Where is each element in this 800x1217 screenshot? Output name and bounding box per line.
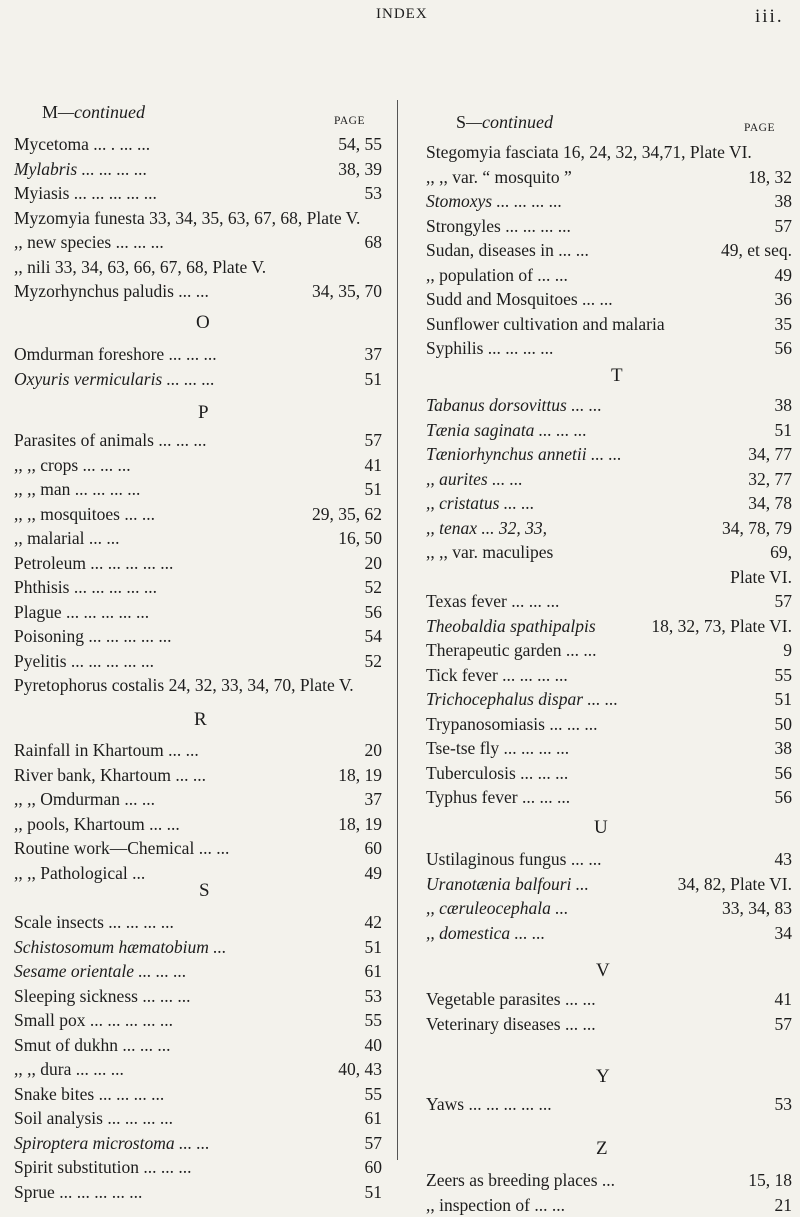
index-entry (14, 1106, 382, 1130)
entry-term: Small pox ... ... ... ... ... (14, 1010, 173, 1030)
entry-term: Strongyles ... ... ... ... (426, 215, 571, 236)
index-entry (426, 418, 792, 442)
entry-pages: 40, 43 (338, 1059, 382, 1079)
entry-pages: 34, 78 (748, 493, 792, 513)
entry-pages: 37 (364, 789, 382, 809)
index-entry (426, 165, 792, 189)
index-entry (14, 551, 382, 575)
index-entry (14, 836, 382, 860)
index-entry (426, 189, 792, 213)
entry-pages: 56 (364, 601, 382, 622)
entry-term: Sunflower cultivation and malaria (426, 313, 665, 334)
entry-pages: 51 (364, 479, 382, 499)
entry-term: Typhus fever ... ... ... (426, 787, 571, 807)
entry-pages: 60 (364, 838, 382, 858)
entry-pages: 54 (364, 626, 382, 646)
entry-term: Sesame orientale ... ... ... (14, 961, 187, 981)
entry-pages: 55 (774, 664, 792, 685)
page-column-label: PAGE (744, 122, 775, 134)
entry-pages: 29, 35, 62 (312, 503, 382, 524)
index-entry (14, 959, 382, 983)
entry-term: Sleeping sickness ... ... ... (14, 985, 191, 1006)
entry-term: Scale insects ... ... ... ... (14, 912, 174, 932)
entry-pages: 18, 19 (338, 764, 382, 785)
entry-term: Schistosomum hæmatobium ... (14, 936, 227, 957)
index-entry (426, 761, 792, 785)
entry-term: Routine work—Chemical ... ... (14, 838, 230, 858)
entry-pages: 60 (364, 1157, 382, 1177)
index-entry (14, 1033, 382, 1057)
entry-pages: 36 (774, 289, 792, 309)
entry-pages: 18, 32 (748, 166, 792, 187)
continued-label: —continued (58, 102, 146, 122)
index-entry (14, 367, 382, 391)
entry-term: ,, domestica ... ... (426, 922, 546, 943)
entry-term: Pyelitis ... ... ... ... ... (14, 650, 155, 671)
index-entry (426, 687, 792, 711)
index-entry (14, 255, 382, 279)
entry-term: Tæniorhynchus annetii ... ... (426, 444, 622, 464)
index-entry (14, 763, 382, 787)
entry-pages: 52 (364, 577, 382, 597)
section-heading-m-continued (42, 102, 145, 123)
index-entry (14, 428, 382, 452)
section-heading-u: U (594, 817, 608, 838)
entry-pages: 56 (774, 762, 792, 783)
entry-term: ,, ,, var. “ mosquito ” (426, 166, 572, 187)
entry-pages: 38, 39 (338, 158, 382, 179)
entry-pages: 34, 78, 79 (722, 517, 792, 538)
entry-term: Snake bites ... ... ... ... (14, 1083, 165, 1104)
entry-pages: 38 (774, 191, 792, 211)
entry-pages: 61 (364, 961, 382, 981)
index-entry (14, 206, 382, 230)
index-entry (426, 1168, 792, 1192)
entry-term: ,, nili 33, 34, 63, 66, 67, 68, Plate V. (14, 256, 267, 277)
entry-pages: 57 (364, 430, 382, 450)
entry-term: Spirit substitution ... ... ... (14, 1157, 192, 1177)
entry-pages: 20 (364, 740, 382, 760)
index-entry (426, 663, 792, 687)
entry-term: ,, new species ... ... ... (14, 232, 164, 252)
entry-term: ,, inspection of ... ... (426, 1194, 566, 1215)
entry-pages: 54, 55 (338, 134, 382, 154)
index-entry (426, 565, 792, 589)
entry-term: ,, ,, mosquitoes ... ... (14, 503, 155, 524)
entry-pages: 34, 77 (748, 444, 792, 464)
index-entry (426, 1193, 792, 1217)
entry-pages: 42 (364, 912, 382, 932)
index-entry (14, 526, 382, 550)
entry-term: Spiroptera microstoma ... ... (14, 1132, 210, 1153)
section-heading-o: O (196, 312, 210, 333)
index-entry (14, 1131, 382, 1155)
entry-pages: 35 (774, 313, 792, 334)
entry-term: ,, population of ... ... (426, 264, 568, 285)
index-entry (14, 649, 382, 673)
entry-term: Texas fever ... ... ... (426, 591, 560, 611)
index-entry (14, 1057, 382, 1081)
index-entry (14, 477, 382, 501)
section-heading-p: P (198, 402, 209, 423)
index-entry (426, 516, 792, 540)
continued-label: —continued (466, 112, 554, 132)
entry-pages: 51 (364, 1181, 382, 1202)
entry-term: ,, malarial ... ... (14, 528, 120, 548)
index-entry (14, 673, 382, 697)
section-heading-z: Z (596, 1138, 608, 1159)
column-divider (397, 100, 398, 1160)
section-heading-v: V (596, 960, 610, 981)
index-entry (426, 614, 792, 638)
index-entry (14, 984, 382, 1008)
index-entry (14, 342, 382, 366)
index-entry (14, 279, 382, 303)
entry-pages: 56 (774, 338, 792, 358)
section-heading-y: Y (596, 1066, 610, 1087)
index-entry (426, 847, 792, 871)
entry-term: Myzorhynchus paludis ... ... (14, 281, 209, 301)
entry-pages: 9 (783, 640, 792, 660)
entry-term: ,, cristatus ... ... (426, 493, 535, 513)
entry-term: ,, tenax ... 32, 33, (426, 517, 548, 538)
index-entry (426, 987, 792, 1011)
entry-pages: 18, 32, 73, Plate VI. (651, 615, 792, 636)
entry-pages: 51 (364, 368, 382, 389)
index-entry (426, 785, 792, 809)
index-entry (426, 287, 792, 311)
entry-term: Tabanus dorsovittus ... ... (426, 395, 602, 415)
entry-term: Oxyuris vermicularis ... ... ... (14, 368, 215, 389)
index-entry (14, 1008, 382, 1032)
section-heading-t: T (611, 365, 623, 386)
index-entry (14, 1082, 382, 1106)
entry-pages: 38 (774, 738, 792, 758)
index-entry (426, 214, 792, 238)
entry-pages: 49, et seq. (721, 240, 792, 260)
index-entry (14, 230, 382, 254)
index-entry (14, 935, 382, 959)
entry-pages: 51 (774, 419, 792, 440)
entry-term: ,, aurites ... ... (426, 468, 523, 489)
index-entry (14, 575, 382, 599)
index-entry (14, 624, 382, 648)
index-entry (14, 812, 382, 836)
index-entry (14, 502, 382, 526)
entry-pages: Plate VI. (730, 566, 792, 587)
entry-term: Petroleum ... ... ... ... ... (14, 552, 174, 573)
entry-term: ,, ,, Pathological ... (14, 862, 146, 883)
entry-pages: 51 (774, 689, 792, 709)
entry-term: Myzomyia funesta 33, 34, 35, 63, 67, 68, Plate V. (14, 207, 361, 228)
entry-pages: 43 (774, 849, 792, 869)
entry-term: ,, pools, Khartoum ... ... (14, 813, 180, 834)
entry-term: ,, ,, man ... ... ... ... (14, 479, 141, 499)
index-entry (14, 1155, 382, 1179)
index-entry (426, 638, 792, 662)
index-entry (426, 921, 792, 945)
entry-pages: 57 (774, 591, 792, 611)
section-heading-r: R (194, 709, 207, 730)
index-entry (14, 132, 382, 156)
entry-term: Mycetoma ... . ... ... (14, 134, 151, 154)
entry-pages: 49 (364, 862, 382, 883)
entry-term: Syphilis ... ... ... ... (426, 338, 554, 358)
entry-pages: 55 (364, 1010, 382, 1030)
entry-pages: 15, 18 (748, 1170, 792, 1190)
entry-pages: 41 (364, 454, 382, 475)
entry-term: ,, ,, var. maculipes (426, 542, 554, 562)
entry-term: Sprue ... ... ... ... ... (14, 1181, 143, 1202)
entry-pages: 33, 34, 83 (722, 898, 792, 918)
index-entry (426, 140, 792, 164)
index-entry (14, 910, 382, 934)
entry-pages: 34 (774, 922, 792, 943)
entry-pages: 37 (364, 344, 382, 364)
section-heading-s: S (199, 880, 210, 901)
entry-term: ,, ,, dura ... ... ... (14, 1059, 124, 1079)
entry-pages: 34, 82, Plate VI. (677, 873, 792, 894)
index-entry (426, 540, 792, 564)
entry-term: Mylabris ... ... ... ... (14, 158, 148, 179)
entry-pages: 41 (774, 989, 792, 1009)
entry-pages: 56 (774, 787, 792, 807)
index-entry (426, 312, 792, 336)
entry-term: Soil analysis ... ... ... ... (14, 1108, 173, 1128)
entry-term: Therapeutic garden ... ... (426, 640, 597, 660)
entry-term: Veterinary diseases ... ... (426, 1013, 596, 1034)
index-entry (426, 736, 792, 760)
entry-term: ,, ,, Omdurman ... ... (14, 789, 155, 809)
entry-pages: 49 (774, 264, 792, 285)
entry-term: Tse-tse fly ... ... ... ... (426, 738, 570, 758)
index-entry (426, 263, 792, 287)
entry-pages: 69, (770, 542, 792, 562)
entry-pages: 34, 35, 70 (312, 281, 382, 301)
entry-pages: 52 (364, 650, 382, 671)
entry-term: Theobaldia spathipalpis (426, 615, 596, 636)
index-entry (426, 712, 792, 736)
index-entry (426, 1092, 792, 1116)
section-letter: M (42, 102, 59, 122)
entry-term: Stegomyia fasciata 16, 24, 32, 34,71, Plate VI. (426, 142, 752, 162)
entry-pages: 61 (364, 1108, 382, 1128)
index-entry (14, 453, 382, 477)
page-column-label: PAGE (334, 115, 365, 127)
index-entry (426, 336, 792, 360)
entry-pages: 53 (774, 1094, 792, 1114)
entry-term: Ustilaginous fungus ... ... (426, 849, 602, 869)
entry-pages: 53 (364, 985, 382, 1006)
entry-term: Phthisis ... ... ... ... ... (14, 577, 157, 597)
entry-pages: 16, 50 (338, 528, 382, 548)
index-entry (14, 861, 382, 885)
entry-term: Poisoning ... ... ... ... ... (14, 626, 172, 646)
entry-term: ,, ,, crops ... ... ... (14, 454, 131, 475)
entry-pages: 38 (774, 395, 792, 415)
index-entry (426, 1012, 792, 1036)
index-entry (426, 491, 792, 515)
entry-pages: 57 (364, 1132, 382, 1153)
entry-term: Sudd and Mosquitoes ... ... (426, 289, 613, 309)
entry-term: Tick fever ... ... ... ... (426, 664, 568, 685)
index-entry (14, 181, 382, 205)
entry-term: Stomoxys ... ... ... ... (426, 191, 563, 211)
entry-term: Zeers as breeding places ... (426, 1170, 616, 1190)
entry-term: Trichocephalus dispar ... ... (426, 689, 619, 709)
entry-term: Omdurman foreshore ... ... ... (14, 344, 217, 364)
entry-term: Tænia saginata ... ... ... (426, 419, 587, 440)
section-letter: S (456, 112, 467, 132)
index-entry (426, 393, 792, 417)
entry-term: Tuberculosis ... ... ... (426, 762, 569, 783)
entry-pages: 40 (364, 1034, 382, 1055)
index-entry (14, 738, 382, 762)
entry-pages: 20 (364, 552, 382, 573)
index-entry (14, 600, 382, 624)
index-entry (426, 467, 792, 491)
entry-term: Yaws ... ... ... ... ... (426, 1094, 552, 1114)
entry-pages: 50 (774, 713, 792, 734)
entry-term: Rainfall in Khartoum ... ... (14, 740, 199, 760)
entry-term: Sudan, diseases in ... ... (426, 240, 589, 260)
entry-term: Trypanosomiasis ... ... ... (426, 713, 598, 734)
entry-pages: 18, 19 (338, 813, 382, 834)
entry-pages: 68 (364, 232, 382, 252)
entry-term: Smut of dukhn ... ... ... (14, 1034, 171, 1055)
index-entry (426, 872, 792, 896)
entry-term: ,, cæruleocephala ... (426, 898, 569, 918)
entry-term: Plague ... ... ... ... ... (14, 601, 150, 622)
page-number: iii. (755, 6, 784, 27)
entry-pages: 57 (774, 1013, 792, 1034)
entry-term: Pyretophorus costalis 24, 32, 33, 34, 70, Plate V. (14, 675, 354, 695)
index-entry (426, 589, 792, 613)
entry-pages: 32, 77 (748, 468, 792, 489)
entry-term: Myiasis ... ... ... ... ... (14, 183, 157, 203)
index-entry (14, 787, 382, 811)
index-entry (426, 238, 792, 262)
index-entry (14, 1180, 382, 1204)
running-head (0, 4, 800, 26)
entry-term: River bank, Khartoum ... ... (14, 764, 206, 785)
running-head-title: INDEX (376, 6, 428, 22)
entry-term: Parasites of animals ... ... ... (14, 430, 207, 450)
section-heading-s-continued (456, 112, 553, 133)
entry-pages: 53 (364, 183, 382, 203)
index-entry (14, 157, 382, 181)
entry-pages: 57 (774, 215, 792, 236)
entry-pages: 55 (364, 1083, 382, 1104)
entry-pages: 51 (364, 936, 382, 957)
entry-term: Uranotænia balfouri ... (426, 873, 589, 894)
index-entry (426, 442, 792, 466)
entry-pages: 21 (774, 1194, 792, 1215)
entry-term: Vegetable parasites ... ... (426, 989, 596, 1009)
index-entry (426, 896, 792, 920)
